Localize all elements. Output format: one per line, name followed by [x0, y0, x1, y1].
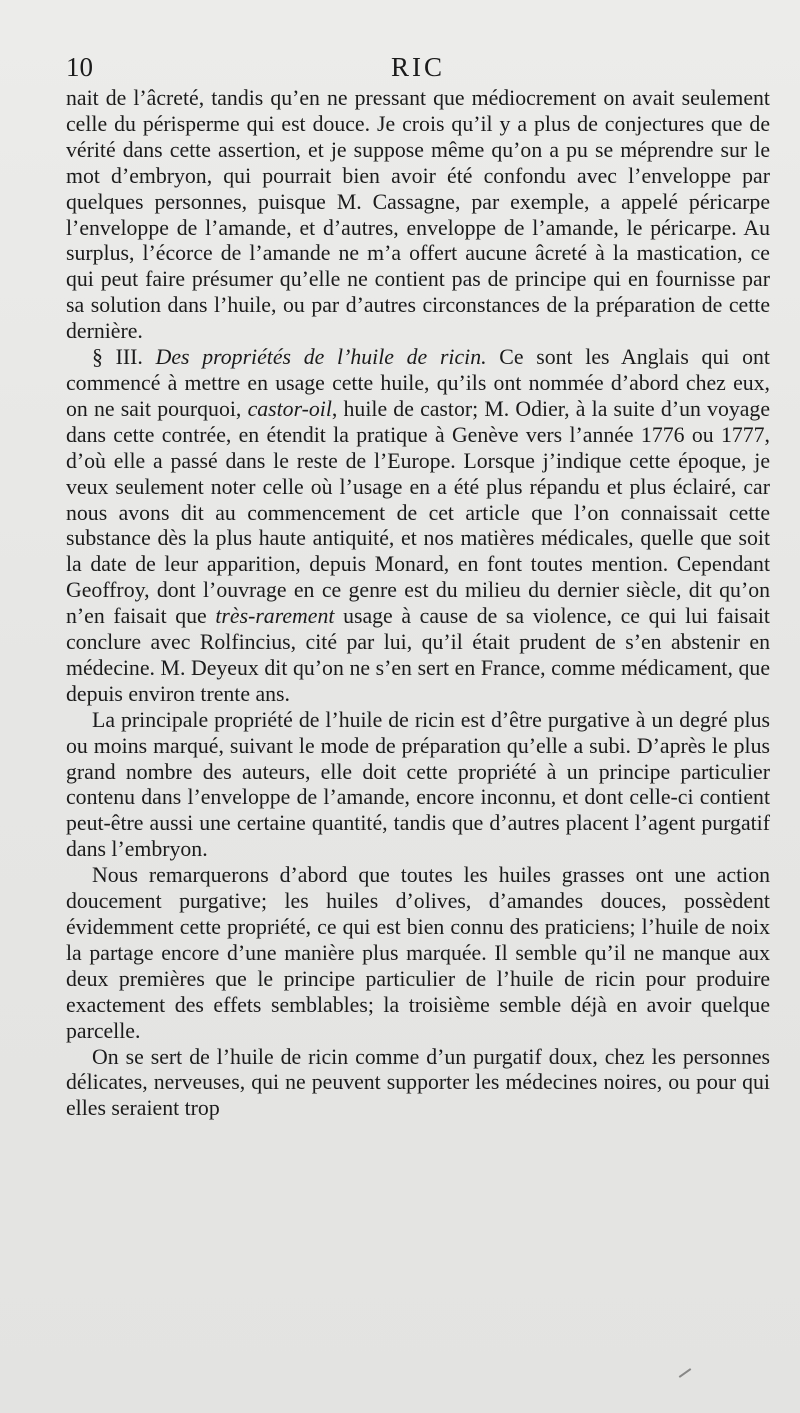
text-run: nait de l’âcreté, tandis qu’en ne pressant que médiocrement on avait seulement celle du périsperme qui est douce. Je crois qu’il y a plus de conjectures que de vérité dans cette assertion, et je suppose même qu’on a pu se méprendre sur le mot d’embryon, qui pourrait bien avoir été confondu avec l’enveloppe par quelques personnes, puisque M. Cassagne, par exemple, a appelé péricarpe l’enveloppe de l’amande, et d’autres, enveloppe de l’amande, le péricarpe. Au surplus, l’écorce de l’amande ne m’a offert aucune âcreté à la mastication, ce qui peut faire présumer qu’elle ne contient pas de principe qui en fournisse par sa solution dans l’huile, ou par d’autres circonstances de la préparation de cette dernière.	[66, 86, 770, 344]
running-head	[66, 50, 770, 84]
text-run: La principale propriété de l’huile de ricin est d’être purgative à un degré plus ou moins marqué, suivant le mode de préparation qu’elle a subi. D’après le plus grand nombre des auteurs, elle doit cette propriété à un principe particulier contenu dans l’enveloppe de l’amande, encore inconnu, et dont celle-ci contient peut-être aussi une certaine quantité, tandis que d’autres placent l’agent purgatif dans l’embryon.	[66, 707, 770, 862]
paragraph	[66, 1045, 770, 1123]
paragraph	[66, 708, 770, 863]
paragraph	[66, 86, 770, 345]
text-run: Nous remarquerons d’abord que toutes les huiles grasses ont une action doucement purgative; les huiles d’olives, d’amandes douces, possèdent évidemment cette propriété, ce qui est bien connu des praticiens; l’huile de noix la partage encore d’une manière plus marquée. Il semble qu’il ne manque aux deux premières que le principe particulier de l’huile de ricin pour produire exactement des effets semblables; la troisième semble déjà en avoir quelque parcelle.	[66, 863, 770, 1043]
text-run: usage à cause de sa violence, ce qui lui faisait conclure avec Rolfincius, cité par lui, qu’il était prudent de s’en abstenir en médecine. M. Deyeux dit qu’on ne s’en sert en France, comme médicament, que depuis environ trente ans.	[66, 604, 770, 706]
italic-run: très-rarement	[215, 604, 335, 629]
italic-run: castor-oil	[247, 396, 332, 421]
paragraph	[66, 345, 770, 708]
ink-mark	[679, 1368, 692, 1378]
body-text	[66, 86, 770, 1122]
paragraph	[66, 863, 770, 1044]
text-run: § III.	[92, 345, 156, 370]
page-number: 10	[66, 52, 93, 82]
text-run: On se sert de l’huile de ricin comme d’un purgatif doux, chez les personnes délicates, nerveuses, qui ne peuvent supporter les médecines noires, ou pour qui elles seraient trop	[66, 1044, 770, 1121]
italic-run: Des propriétés de l’huile de ricin.	[155, 345, 487, 370]
text-run: Ce sont les Anglais qui ont commencé à mettre en usage cette huile, qu’ils ont nommée d’abord chez eux, on ne sait pourquoi,	[66, 345, 770, 421]
text-run: , huile de castor; M. Odier, à la suite d’un voyage dans cette contrée, en étendit la pratique à Genève vers l’année 1776 ou 1777, d’où elle a passé dans le reste de l’Europe. Lorsque j’indique cette époque, je veux seulement noter celle où l’usage en a été plus répandu et plus éclairé, car nous avons dit au commencement de cet article que l’on connaissait cette substance dès la plus haute antiquité, et nos matières médicales, quelle que soit la date de leur apparition, depuis Monard, en font toutes mention. Cependant Geoffroy, dont l’ouvrage en ce genre est du milieu du dernier siècle, dit qu’on n’en faisait que	[66, 396, 771, 629]
running-head-word: RIC	[390, 52, 445, 82]
